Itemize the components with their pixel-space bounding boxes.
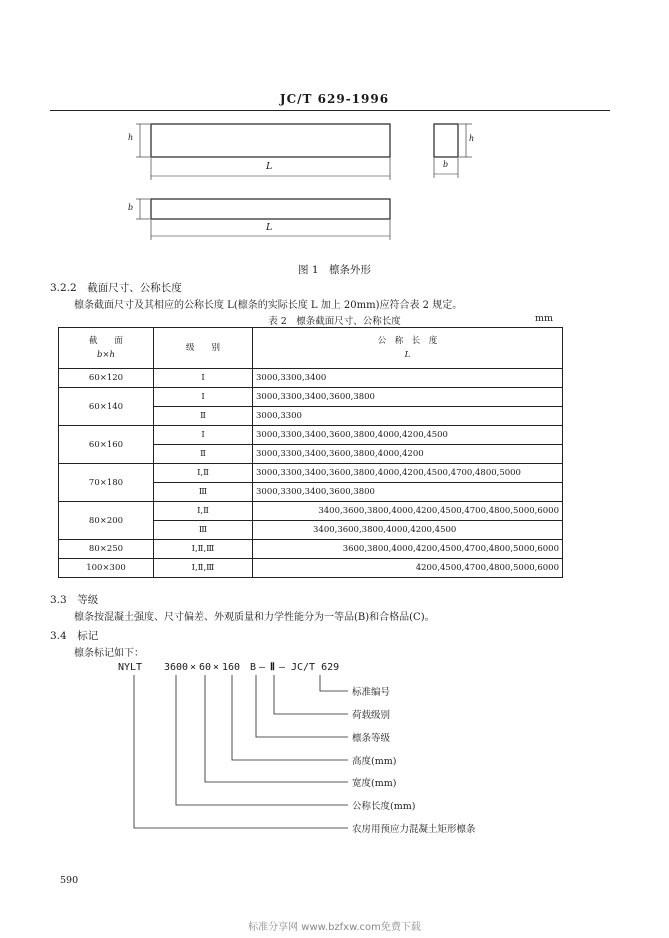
leader-grade — [256, 675, 348, 737]
leader-load-class — [274, 675, 348, 714]
table-header-row — [59, 328, 563, 369]
table-row: Ⅱ 3000,3300,3400,3600,3800,4000,4200 — [59, 445, 563, 464]
leader-length — [176, 675, 348, 805]
table-row: 70×180 Ⅰ,Ⅱ 3000,3300,3400,3600,3800,4000,4200,4500,4700,4800,5000 — [59, 464, 563, 483]
mark-x2: × — [213, 662, 220, 673]
label-standard-number: 标准编号 — [352, 687, 391, 698]
mark-height: 160 — [222, 662, 241, 673]
section-3-3-heading: 3.3 等级 — [50, 594, 99, 606]
dim-h-label-section: h — [469, 134, 475, 143]
page-number: 590 — [60, 875, 79, 886]
dim-b-label: b — [128, 203, 134, 212]
mark-load-class: Ⅱ — [270, 662, 275, 673]
section-3-2-2-text: 檩条截面尺寸及其相应的公称长度 L(檩条的实际长度 L 加上 20mm)应符合表 2 规定。 — [74, 300, 463, 311]
table-unit: mm — [535, 313, 554, 324]
head-length: 公 称 长 度 L — [253, 328, 563, 369]
dim-L-label: L — [266, 161, 273, 172]
mark-dash2: — — [279, 662, 286, 673]
section-3-3-text: 檩条按混凝土强度、尺寸偏差、外观质量和力学性能分为一等品(B)和合格品(C)。 — [74, 612, 435, 623]
label-height: 高度(mm) — [352, 756, 397, 767]
section-3-2-2-heading: 3.2.2 截面尺寸、公称长度 — [50, 282, 182, 294]
dim-h-label: h — [128, 133, 134, 142]
dim-b-label-section: b — [443, 160, 449, 169]
mark-standard: JC/T 629 — [291, 662, 340, 673]
table-row: 100×300 Ⅰ,Ⅱ,Ⅲ 4200,4500,4700,4800,5000,6000 — [59, 559, 563, 578]
beam-cross-section — [434, 124, 458, 157]
table-row: 60×120 Ⅰ 3000,3300,3400 — [59, 369, 563, 388]
mark-length: 3600 — [164, 662, 189, 673]
table-title: 表 2 檩条截面尺寸、公称长度 — [268, 316, 401, 327]
head-section: 截 面 b×h — [59, 328, 154, 369]
label-product: 农房用预应力混凝土矩形檩条 — [352, 824, 476, 835]
footer-watermark: 标准分享网 www.bzfxw.com免费下载 — [248, 922, 421, 933]
dim-L-label-top: L — [266, 222, 273, 233]
label-width: 宽度(mm) — [352, 778, 397, 789]
mark-x1: × — [190, 662, 197, 673]
table-row: Ⅲ 3000,3300,3400,3600,3800 — [59, 483, 563, 502]
leader-standard — [320, 675, 348, 691]
table-row: 60×140 Ⅰ 3000,3300,3400,3600,3800 — [59, 388, 563, 407]
label-load-class: 荷载级别 — [352, 710, 391, 721]
table-row: Ⅱ 3000,3300 — [59, 407, 563, 426]
section-3-4-heading: 3.4 标记 — [50, 630, 99, 642]
mark-width: 60 — [199, 662, 212, 673]
figure-caption: 图 1 檩条外形 — [297, 264, 372, 276]
beam-top-view — [151, 199, 390, 219]
mark-grade: B — [250, 662, 257, 673]
beam-side-view — [151, 124, 390, 157]
table-row: Ⅲ 3400,3600,3800,4000,4200,4500 — [59, 521, 563, 540]
table-row: 60×160 Ⅰ 3000,3300,3400,3600,3800,4000,4200,4500 — [59, 426, 563, 445]
label-length: 公称长度(mm) — [352, 801, 416, 812]
page-header: JC/T 629-1996 — [279, 92, 390, 106]
table-row: 80×250 Ⅰ,Ⅱ,Ⅲ 3600,3800,4000,4200,4500,4700,4800,5000,6000 — [59, 540, 563, 559]
leader-height — [232, 675, 348, 760]
mark-dash1: — — [259, 662, 266, 673]
spec-table — [58, 327, 563, 578]
table-row: 80×200 Ⅰ,Ⅱ 3400,3600,3800,4000,4200,4500,4700,4800,5000,6000 — [59, 502, 563, 521]
head-grade: 级 别 — [154, 328, 253, 369]
section-3-4-text: 檩条标记如下： — [74, 648, 144, 659]
label-grade: 檩条等级 — [352, 733, 391, 744]
mark-code: NYLT — [118, 662, 143, 673]
